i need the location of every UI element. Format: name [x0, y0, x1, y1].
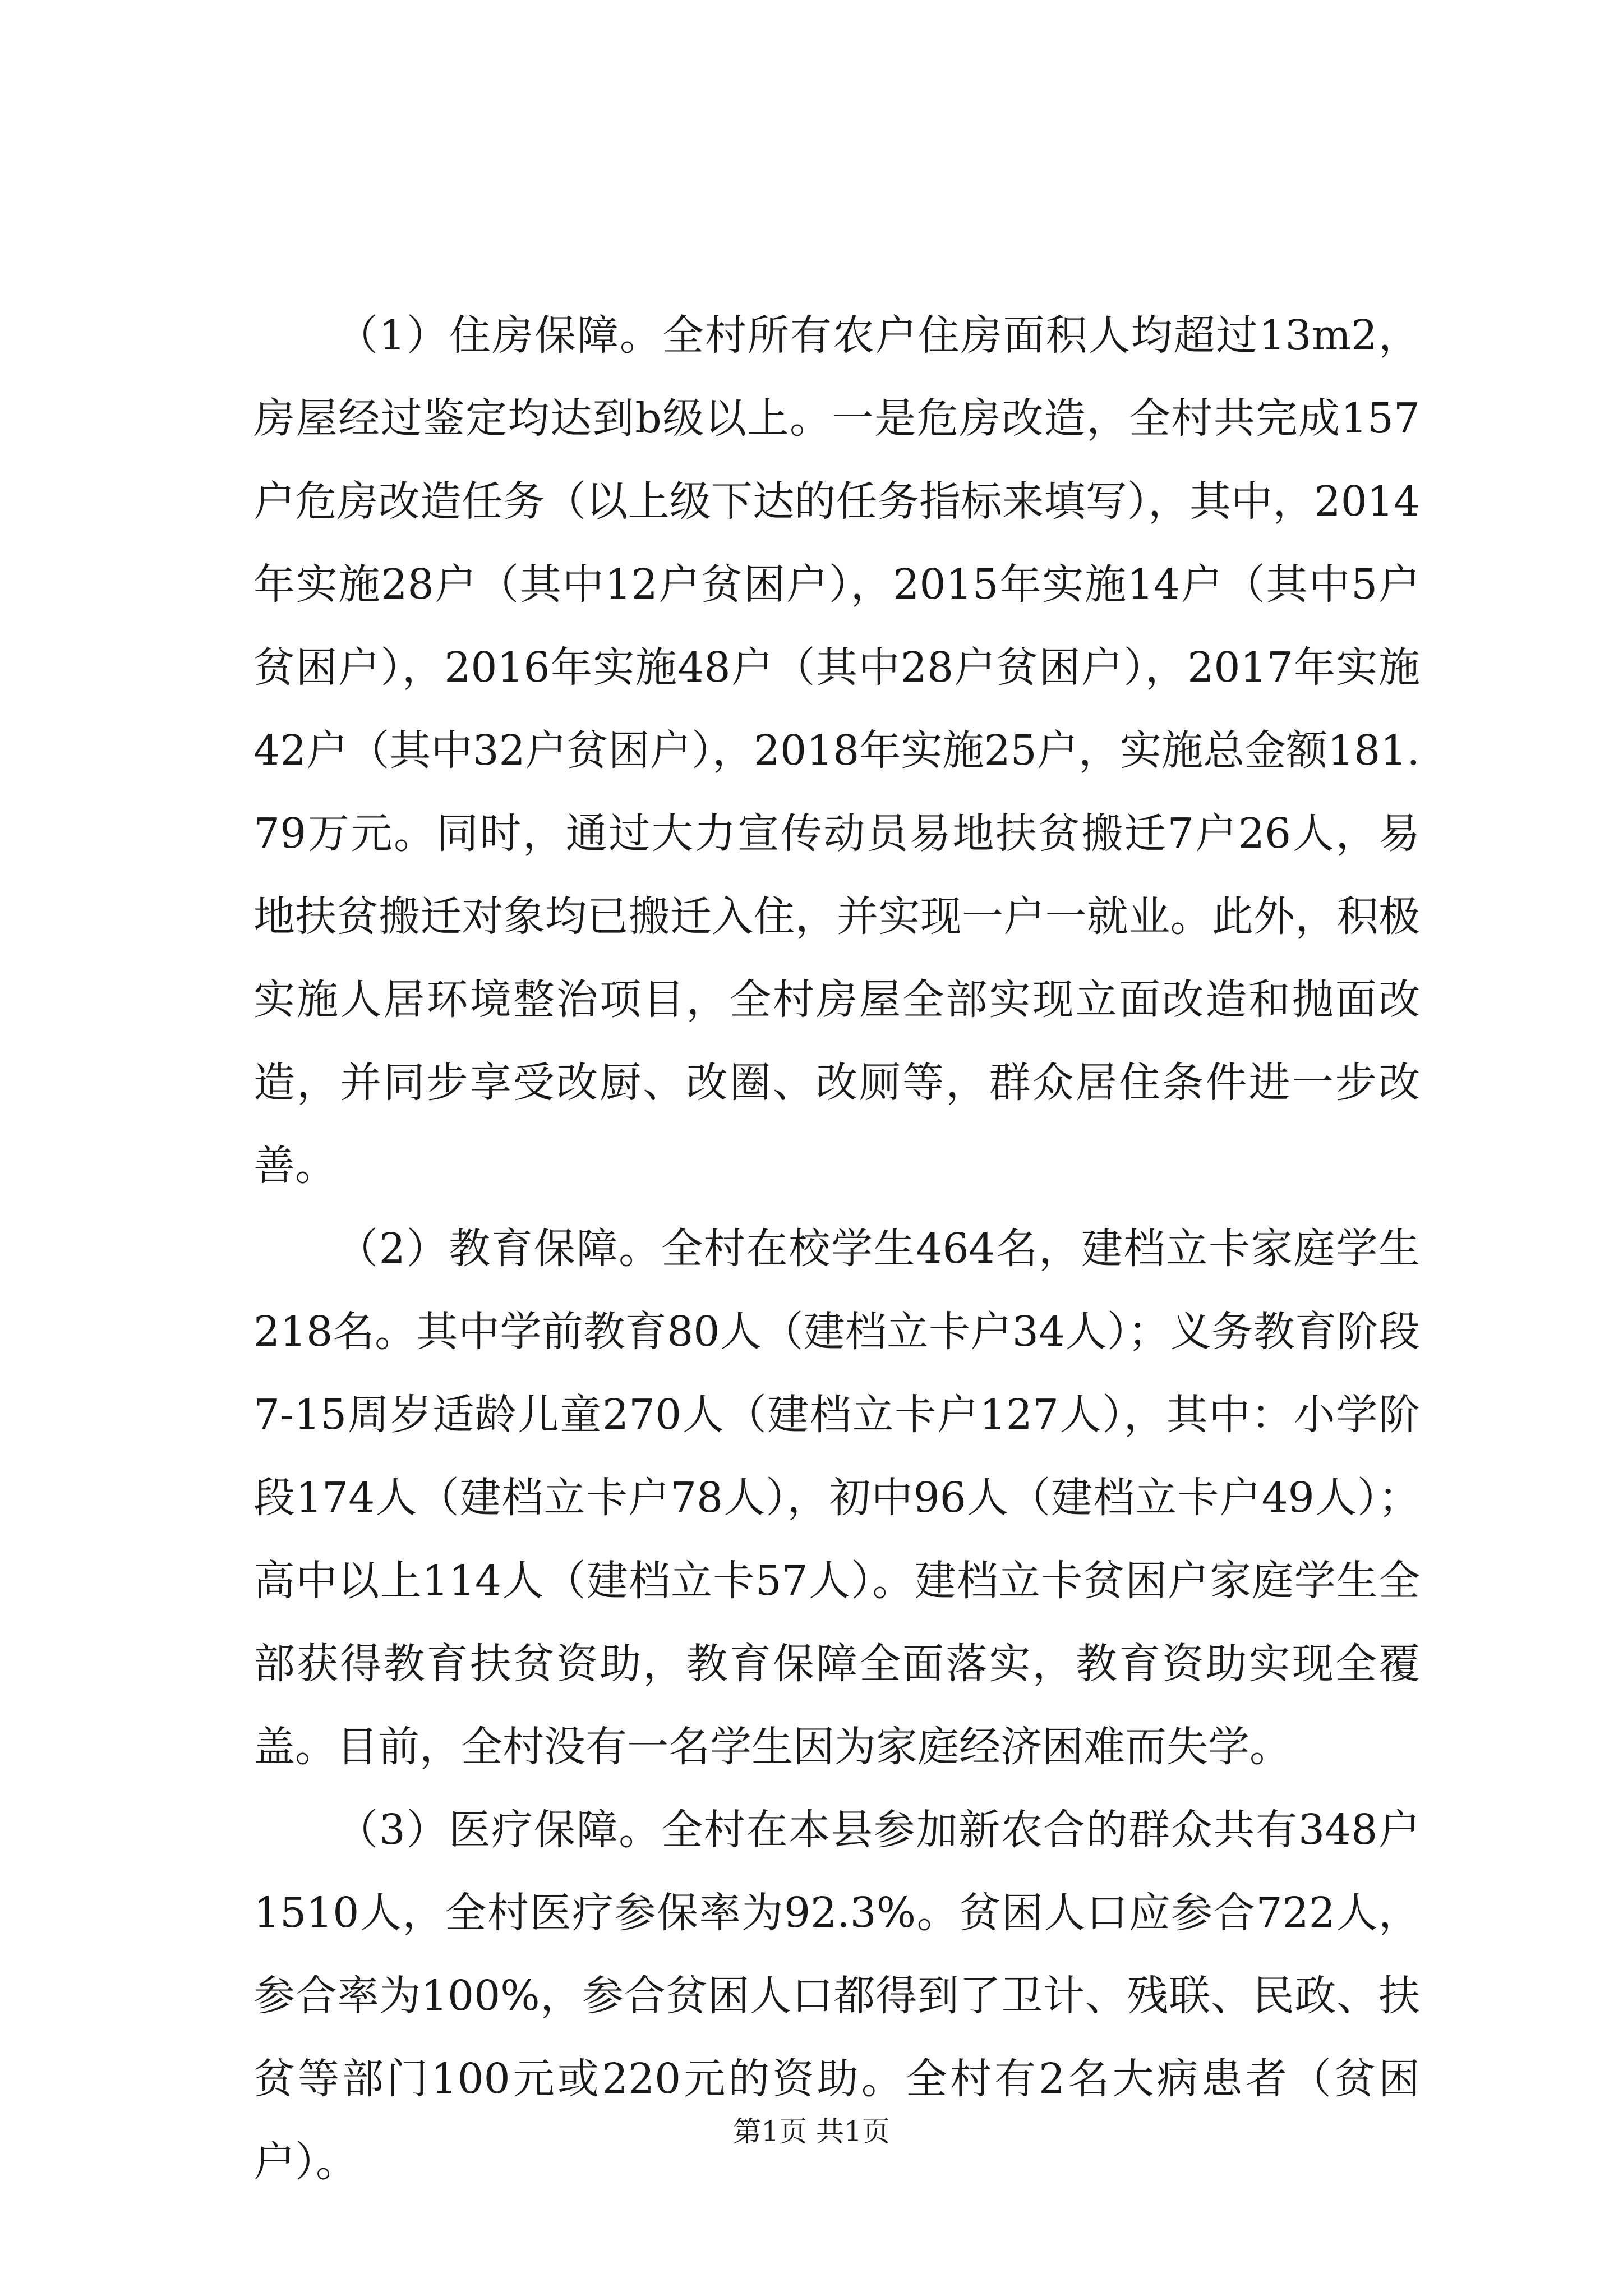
paragraph-housing: （1）住房保障。全村所有农户住房面积人均超过13m2，房屋经过鉴定均达到b级以上。一是危房改造，全村共完成157户危房改造任务（以上级下达的任务指标来填写），其中，2014年实施28户（其中12户贫困户），2015年实施14户（其中5户贫困户），2016年实施48户（其中28户贫困户），2017年实施42户（其中32户贫困户），2018年实施25户，实施总金额181.79万元。同时，通过大力宣传动员易地扶贫搬迁7户26人，易地扶贫搬迁对象均已搬迁入住，并实现一户一就业。此外，积极实施人居环境整治项目，全村房屋全部实现立面改造和抛面改造，并同步享受改厨、改圈、改厕等，群众居住条件进一步改善。	[253, 311, 1420, 1190]
paragraph-education: （2）教育保障。全村在校学生464名，建档立卡家庭学生218名。其中学前教育80人（建档立卡户34人）；义务教育阶段7-15周岁适龄儿童270人（建档立卡户127人），其中：小学阶段174人（建档立卡户78人），初中96人（建档立卡户49人）；高中以上114人（建档立卡57人）。建档立卡贫困户家庭学生全部获得教育扶贫资助，教育保障全面落实，教育资助实现全覆盖。目前，全村没有一名学生因为家庭经济困难而失学。	[253, 1225, 1420, 1771]
document-body	[253, 294, 1420, 2203]
page-footer: 第1页 共1页	[733, 2115, 890, 2148]
paragraph-medical: （3）医疗保障。全村在本县参加新农合的群众共有348户1510人，全村医疗参保率为92.3%。贫困人口应参合722人，参合率为100%，参合贫困人口都得到了卫计、残联、民政、扶贫等部门100元或220元的资助。全村有2名大病患者（贫困户）。	[253, 1806, 1420, 2186]
